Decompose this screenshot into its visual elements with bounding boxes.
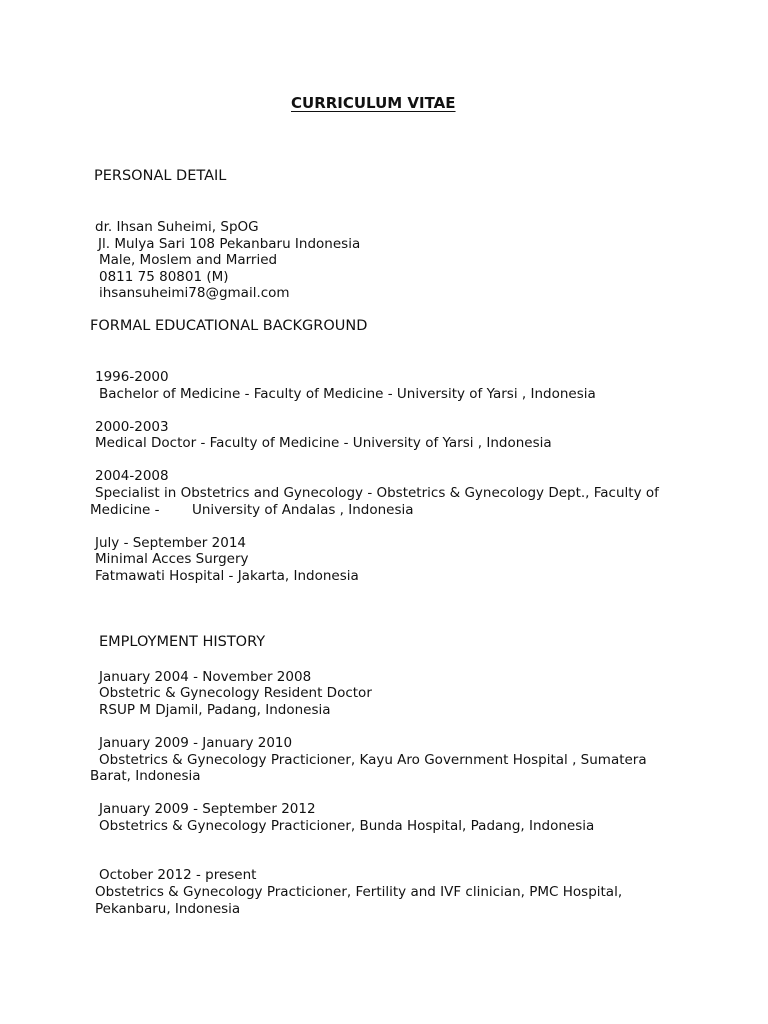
education-detail: University of Andalas , Indonesia [192,502,414,518]
employment-detail: Barat, Indonesia [90,768,201,784]
education-detail: Medicine - [90,502,160,518]
education-period: 2004-2008 [95,468,169,484]
education-detail: Minimal Acces Surgery [95,551,249,567]
employment-detail: RSUP M Djamil, Padang, Indonesia [99,702,331,718]
personal-phone: 0811 75 80801 (M) [99,269,229,285]
employment-detail: Obstetrics & Gynecology Practicioner, Kayu Aro Government Hospital , Sumatera [99,752,647,768]
education-detail: Specialist in Obstetrics and Gynecology - Obstetrics & Gynecology Dept., Faculty of [95,485,659,501]
employment-detail: Obstetrics & Gynecology Practicioner, Fertility and IVF clinician, PMC Hospital, [95,884,623,900]
education-detail: Medical Doctor - Faculty of Medicine - University of Yarsi , Indonesia [95,435,552,451]
employment-period: January 2004 - November 2008 [99,669,312,685]
employment-period: January 2009 - September 2012 [99,801,316,817]
education-heading: FORMAL EDUCATIONAL BACKGROUND [90,318,368,334]
education-period: 2000-2003 [95,419,169,435]
education-detail: Bachelor of Medicine - Faculty of Medicine - University of Yarsi , Indonesia [99,386,596,402]
employment-detail: Pekanbaru, Indonesia [95,901,241,917]
employment-period: January 2009 - January 2010 [99,735,293,751]
personal-address: Jl. Mulya Sari 108 Pekanbaru Indonesia [98,236,361,252]
education-period: 1996-2000 [95,369,169,385]
education-period: July - September 2014 [95,535,246,551]
employment-detail: Obstetrics & Gynecology Practicioner, Bunda Hospital, Padang, Indonesia [99,818,595,834]
employment-period: October 2012 - present [99,867,257,883]
personal-status: Male, Moslem and Married [99,252,278,268]
education-detail: Fatmawati Hospital - Jakarta, Indonesia [95,568,359,584]
personal-detail-heading: PERSONAL DETAIL [94,168,227,184]
personal-name: dr. Ihsan Suheimi, SpOG [95,219,259,235]
employment-heading: EMPLOYMENT HISTORY [99,634,266,650]
document-title: CURRICULUM VITAE [291,94,456,112]
employment-detail: Obstetric & Gynecology Resident Doctor [99,685,372,701]
personal-email: ihsansuheimi78@gmail.com [99,285,290,301]
